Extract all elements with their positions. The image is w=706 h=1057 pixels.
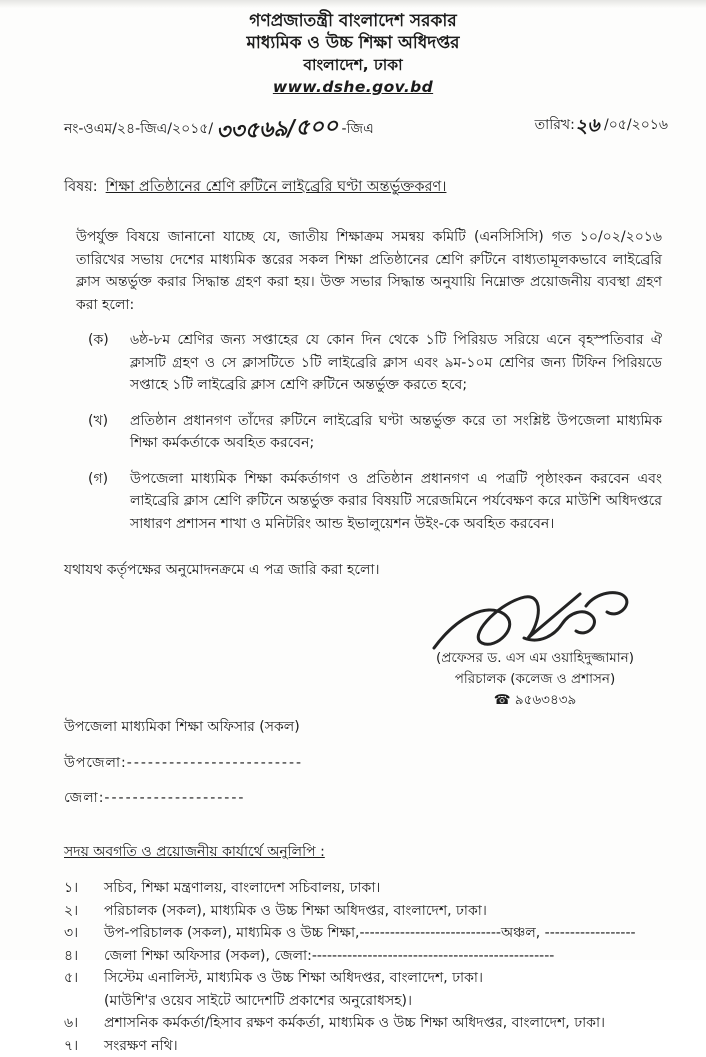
body-paragraph: উপর্যুক্ত বিষয়ে জানানো যাচ্ছে যে, জাতীয় শিক্ষাক্রম সমন্বয় কমিটি (এনসিসিসি) গত ১০/০২/২০১৬ তারিখের সভায় দেশের মাধ্যমিক স্তরের সকল শিক্ষা প্রতিষ্ঠানের শ্রেণি রুটিনে বাধ্যতামূলকভাবে লাইব্রেরি ক্লাস অন্তর্ভুক্ত করার সিদ্ধান্ত গ্রহণ করা হয়। উক্ত সভার সিদ্ধান্ত অনুযায়ি নিম্নোক্ত প্রয়োজনীয় ব্যবস্থা গ্রহণ করা হলো: xyxy=(76,226,662,316)
cc-item-number: ৭। xyxy=(64,1035,104,1057)
cc-item-number: ৪। xyxy=(64,945,104,968)
addressee-line: উপজেলা মাধ্যমিকা শিক্ষা অফিসার (সকল) xyxy=(64,715,706,739)
item-label: (ক) xyxy=(88,329,130,397)
phone-icon: ☎ xyxy=(494,692,511,708)
cc-item xyxy=(64,945,662,968)
cc-item xyxy=(64,900,662,923)
directorate-name: মাধ্যমিক ও উচ্চ শিক্ষা অধিদপ্তর xyxy=(0,32,706,54)
upazila-dotted-blank: ------------------------- xyxy=(127,755,303,771)
cc-item-number: ৩। xyxy=(64,922,104,945)
cc-item-number: ১। xyxy=(64,877,104,900)
memo-date xyxy=(535,112,668,144)
cc-item-number: ৫। xyxy=(64,967,104,990)
cc-item xyxy=(64,922,662,945)
cc-item-text: উপ-পরিচালক (সকল), মাধ্যমিক ও উচ্চ শিক্ষা,----------------------------অঞ্চল, ------------------ xyxy=(104,922,662,945)
item-text: প্রতিষ্ঠান প্রধানগণ তাঁদের রুটিনে লাইব্রেরি ঘণ্টা অন্তর্ভুক্ত করে তা সংশ্লিষ্ট উপজেলা মাধ্যমিক শিক্ষা কর্মকর্তাকে অবহিত করবেন; xyxy=(130,410,662,455)
signatory-title: পরিচালক (কলেজ ও প্রশাসন) xyxy=(390,669,680,690)
signatory-name: (প্রফেসর ড. এস এম ওয়াহিদুজ্জামান) xyxy=(390,648,680,669)
location-line: বাংলাদেশ, ঢাকা xyxy=(0,54,706,76)
cc-item-text: পরিচালক (সকল), মাধ্যমিক ও উচ্চ শিক্ষা অধিদপ্তর, বাংলাদেশ, ঢাকা। xyxy=(104,900,662,923)
date-day-handwritten: ২৬ xyxy=(573,111,600,145)
phone-number: ৯৫৬৩৪৩৯ xyxy=(515,692,576,708)
list-item-kha xyxy=(0,410,662,455)
cc-item-number: ২। xyxy=(64,900,104,923)
cc-heading: সদয় অবগতি ও প্রয়োজনীয় কার্যার্থে অনুলিপি : xyxy=(64,840,325,864)
cc-item-text: সচিব, শিক্ষা মন্ত্রণালয়, বাংলাদেশ সচিবালয়, ঢাকা। xyxy=(104,877,662,900)
item-label: (গ) xyxy=(88,468,130,536)
subject-line xyxy=(64,176,666,200)
district-fill-line xyxy=(64,786,706,810)
website-link: www.dshe.gov.bd xyxy=(0,76,706,98)
closing-line: যথাযথ কর্তৃপক্ষের অনুমোদনক্রমে এ পত্র জারি করা হলো। xyxy=(64,558,662,582)
list-item-ga xyxy=(0,468,662,536)
subject-text: শিক্ষা প্রতিষ্ঠানের শ্রেণি রুটিনে লাইব্রেরি ঘণ্টা অন্তর্ভুক্তকরণ। xyxy=(106,179,447,195)
date-label: তারিখ: xyxy=(535,117,575,133)
upazila-fill-line xyxy=(64,751,706,775)
cc-item-subline: (মাউশি'র ওয়েব সাইটে আদেশটি প্রকাশের অনুরোধসহ)। xyxy=(104,990,662,1013)
cc-item-text: সংরক্ষণ নথি। xyxy=(104,1035,662,1057)
district-label: জেলা: xyxy=(64,790,104,806)
signatory-phone-line xyxy=(390,690,680,711)
cc-item-text: সিস্টেম এনালিস্ট, মাধ্যমিক ও উচ্চ শিক্ষা অধিদপ্তর, বাংলাদেশ, ঢাকা। xyxy=(104,967,662,990)
memo-number xyxy=(64,112,374,149)
cc-item xyxy=(64,1035,662,1057)
signature-block xyxy=(390,584,680,711)
cc-section xyxy=(64,840,662,1057)
government-name: গণপ্রজাতন্ত্রী বাংলাদেশ সরকার xyxy=(0,10,706,32)
cc-item-text: প্রশাসনিক কর্মকর্তা/হিসাব রক্ষণ কর্মকর্তা, মাধ্যমিক ও উচ্চ শিক্ষা অধিদপ্তর, বাংলাদেশ, ঢাকা। xyxy=(104,1012,662,1035)
item-label: (খ) xyxy=(88,410,130,455)
letterhead xyxy=(0,0,706,98)
cc-item-text: জেলা শিক্ষা অফিসার (সকল), জেলা:------------------------------------------------ xyxy=(104,945,662,968)
item-text: ৬ষ্ঠ-৮ম শ্রেণির জন্য সপ্তাহের যে কোন দিন থেকে ১টি পিরিয়ড সরিয়ে এনে বৃহস্পতিবার ঐ ক্লাসটি গ্রহণ ও সে ক্লাসটিতে ১টি লাইব্রেরি ক্লাস এবং ৯ম-১০ম শ্রেণির জন্য টিফিন পিরিয়ডে সপ্তাহে ১টি লাইব্রেরি ক্লাস শ্রেণি রুটিনে অন্তর্ভুক্ত করতে হবে; xyxy=(130,329,662,397)
subject-label: বিষয়: xyxy=(64,179,98,195)
date-rest: /০৫/২০১৬ xyxy=(600,117,668,133)
district-dotted-blank: -------------------- xyxy=(104,790,245,806)
cc-item xyxy=(64,967,662,990)
memo-row xyxy=(64,112,668,149)
memo-number-prefix: নং-ওএম/২৪-জিএ/২০১৫/ xyxy=(64,121,213,137)
cc-item-number: ৬। xyxy=(64,1012,104,1035)
item-text: উপজেলা মাধ্যমিক শিক্ষা কর্মকর্তাগণ ও প্রতিষ্ঠান প্রধানগণ এ পত্রটি পৃষ্ঠাংকন করবেন এবং লাইব্রেরি ক্লাস শ্রেণি রুটিনে অন্তর্ভুক্ত করার বিষয়টি সরেজমিনে পর্যবেক্ষণ করে মাউশি অধিদপ্তরে সাধারণ প্রশাসন শাখা ও মনিটরিং আন্ড ইভালুয়েশন উইং-কে অবহিত করবেন। xyxy=(130,468,662,536)
cc-item xyxy=(64,877,662,900)
scan-edge-shadow xyxy=(0,0,706,8)
upazila-label: উপজেলা: xyxy=(64,755,127,771)
list-item-ka xyxy=(0,329,662,397)
addressee-block xyxy=(64,715,706,810)
memo-number-handwritten: ৩৩৫৬৯/৫০০ xyxy=(215,109,339,152)
cc-item xyxy=(64,1012,662,1035)
memo-number-suffix: -জিএ xyxy=(342,121,374,137)
